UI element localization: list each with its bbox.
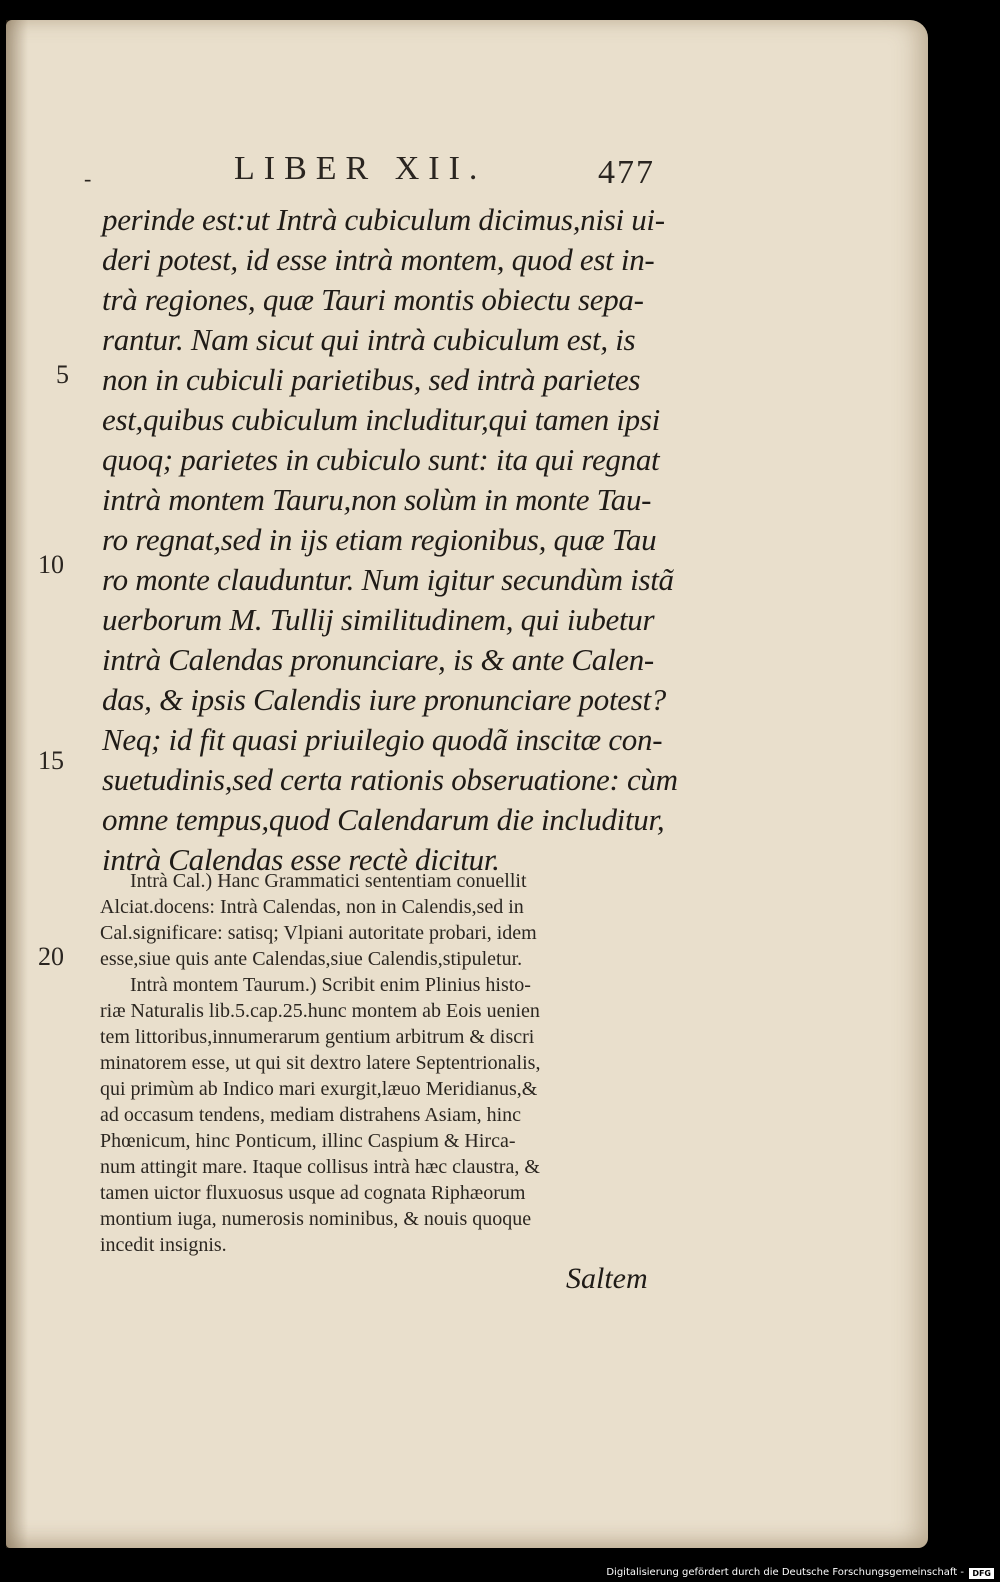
annotation-line: Alciat.docens: Intrà Calendas, non in Calendis,sed in [100,896,524,918]
text-line: suetudinis,sed certa rationis obseruatione: cùm [102,762,678,797]
annotation-line: Phœnicum, hinc Ponticum, illinc Caspium & Hirca- [100,1130,516,1152]
margin-line-number: 10 [38,550,64,579]
annotation-line: riæ Naturalis lib.5.cap.25.hunc montem ab Eois uenien [100,1000,540,1022]
annotation-line: esse,siue quis ante Calendas,siue Calendis,stipuletur. [100,948,523,970]
annotation-line: Intrà montem Taurum.) Scribit enim Plinius histo- [130,974,531,996]
catchword: Saltem [566,1262,648,1295]
dfg-logo: DFG [969,1568,994,1579]
text-line: ro monte clauduntur. Num igitur secundùm istã [102,562,674,597]
text-line: rantur. Nam sicut qui intrà cubiculum est, is [102,322,636,357]
text-line: intrà Calendas pronunciare, is & ante Calen- [102,642,654,677]
text-line: das, & ipsis Calendis iure pronunciare potest? [102,682,666,717]
running-header [6,148,928,198]
text-line: uerborum M. Tullij similitudinem, qui iubetur [102,602,655,637]
digitization-credit: Digitalisierung gefördert durch die Deutsche Forschungsgemeinschaft - [606,1567,964,1578]
annotation-line: incedit insignis. [100,1234,227,1256]
margin-line-number: 15 [38,746,64,775]
running-title: LIBER XII. [234,150,487,187]
header-mark: - [84,166,92,191]
text-line: intrà montem Tauru,non solùm in monte Tau- [102,482,652,517]
annotation-line: qui primùm ab Indico mari exurgit,læuo Meridianus,& [100,1078,538,1100]
page-number: 477 [598,154,655,191]
annotation-line: minatorem esse, ut qui sit dextro latere Septentrionalis, [100,1052,541,1074]
annotation-line: num attingit mare. Itaque collisus intrà hæc claustra, & [100,1156,540,1178]
text-line: deri potest, id esse intrà montem, quod est in- [102,242,655,277]
annotation-line: montium iuga, numerosis nominibus, & nouis quoque [100,1208,532,1230]
annotation-line: Cal.significare: satisq; Vlpiani autoritate probari, idem [100,922,537,944]
text-line: est,quibus cubiculum includitur,qui tamen ipsi [102,402,660,437]
text-line: quoq; parietes in cubiculo sunt: ita qui regnat [102,442,660,477]
text-line: perinde est:ut Intrà cubiculum dicimus,nisi ui- [102,202,665,237]
annotation-line: tem littoribus,innumerarum gentium arbitrum & discri [100,1026,535,1048]
text-line: non in cubiculi parietibus, sed intrà parietes [102,362,641,397]
text-line: intrà Calendas esse rectè dicitur. [102,842,500,877]
annotation-line: ad occasum tendens, mediam distrahens Asiam, hinc [100,1104,522,1126]
text-line: omne tempus,quod Calendarum die includitur, [102,802,665,837]
annotation-line: Intrà Cal.) Hanc Grammatici sententiam conuellit [130,870,527,892]
annotations-block [100,868,665,1258]
text-line: ro regnat,sed in ijs etiam regionibus, quæ Tau [102,522,657,557]
margin-line-number: 5 [56,360,69,389]
main-text-block [102,200,678,880]
text-line: trà regiones, quæ Tauri montis obiectu sepa- [102,282,644,317]
book-page [6,20,928,1548]
text-line: Neq; id fit quasi priuilegio quodã inscitæ con- [102,722,663,757]
page-gutter-shadow [6,20,28,1548]
annotation-line: tamen uictor fluxuosus usque ad cognata Riphæorum [100,1182,526,1204]
margin-line-number: 20 [38,942,64,971]
